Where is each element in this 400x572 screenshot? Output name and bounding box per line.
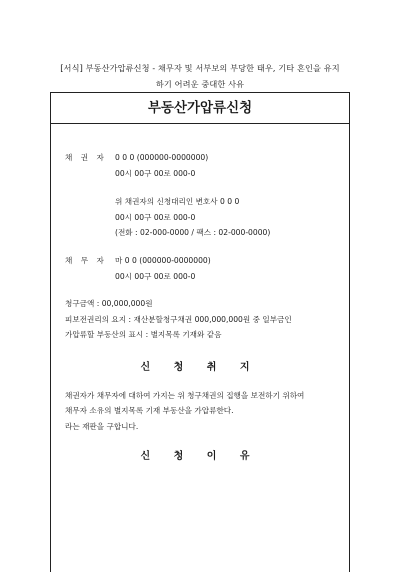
property-description: 가압류할 부동산의 표시 : 별지목록 기재와 같음 — [65, 330, 222, 339]
form-heading-line-1: [서식] 부동산가압류신청 - 채무자 및 서부보의 부당한 태우, 기타 혼인을 유지 — [60, 63, 340, 73]
form-heading-line-2: 하기 어려운 중대한 사유 — [155, 79, 245, 89]
creditor-address: 00시 00구 00로 000-0 — [115, 169, 196, 178]
reason-heading: 신 청 이 유 — [140, 451, 260, 462]
debtor-label: 채 무 자 — [65, 256, 107, 265]
preserved-right: 피보전권리의 요지 : 재산분할청구채권 000,000,000원 중 일부금인 — [65, 315, 292, 324]
creditor-agent: 위 채권자의 신청대리인 변호사 0 0 0 — [115, 197, 240, 206]
debtor-address: 00시 00구 00로 000-0 — [115, 272, 196, 281]
purpose-heading: 신 청 취 지 — [140, 362, 260, 373]
agent-contact: (전화 : 02-000-0000 / 팩스 : 02-000-0000) — [115, 228, 271, 237]
document-title: 부동산가압류신청 — [51, 93, 349, 124]
agent-address: 00시 00구 00로 000-0 — [115, 213, 196, 222]
claim-amount: 청구금액 : 00,000,000원 — [65, 299, 153, 308]
purpose-line-1: 채권자가 채무자에 대하여 가지는 위 청구채권의 집행을 보전하기 위하여 — [65, 391, 305, 400]
creditor-name: 0 0 0 (000000-0000000) — [115, 153, 209, 162]
debtor-name: 마 0 0 (000000-0000000) — [115, 256, 211, 265]
creditor-label: 채 권 자 — [65, 153, 107, 162]
purpose-line-2: 채무자 소유의 별지목록 기재 부동산을 가압류한다. — [65, 406, 234, 415]
purpose-line-3: 라는 재판을 구합니다. — [65, 422, 139, 431]
document-frame — [50, 92, 350, 572]
